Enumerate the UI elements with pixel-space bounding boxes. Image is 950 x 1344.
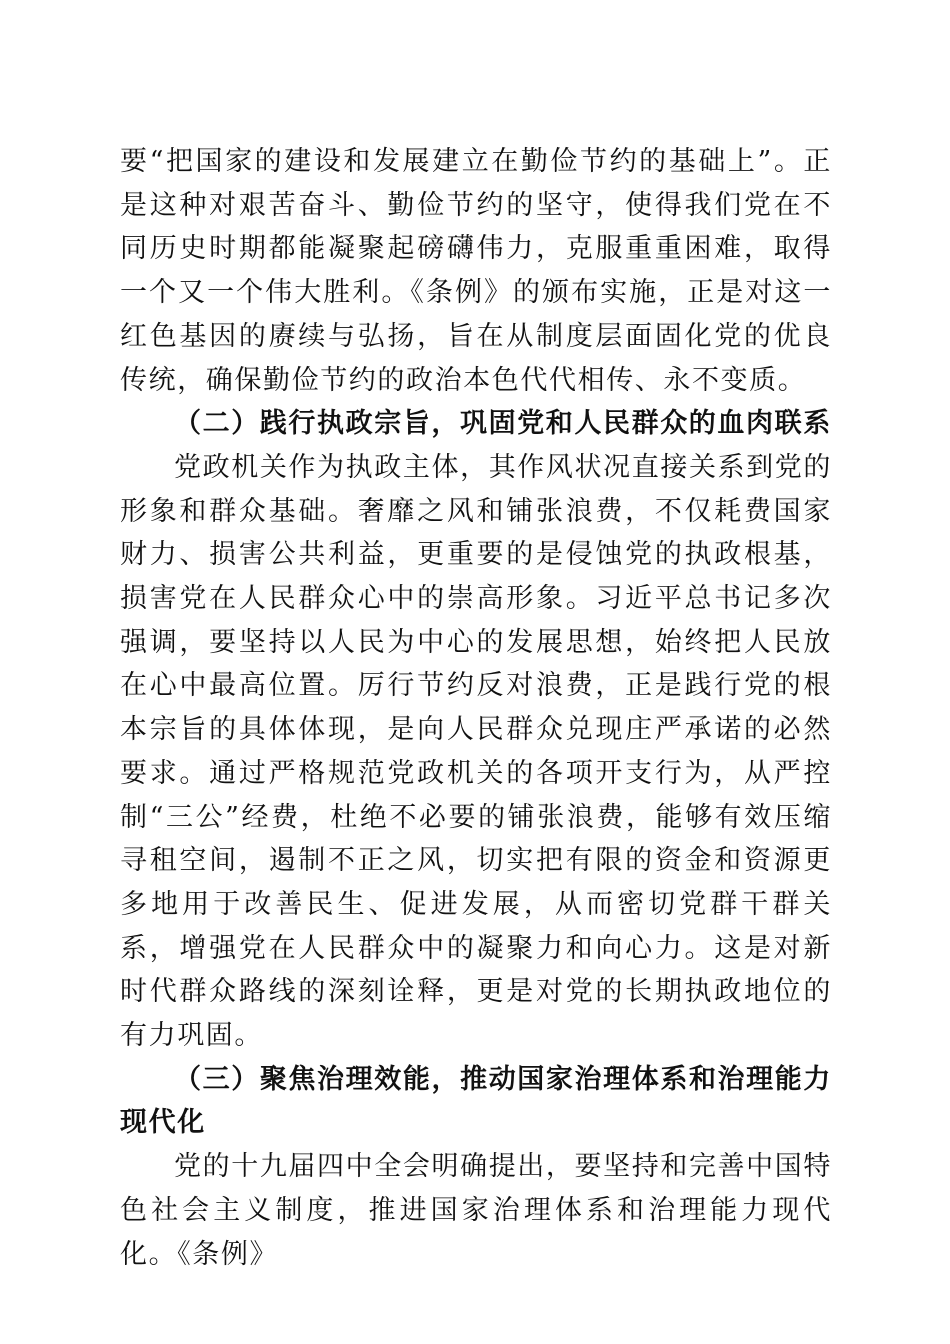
document-page bbox=[120, 140, 832, 1276]
body-paragraph-2: 党政机关作为执政主体，其作风状况直接关系到党的形象和群众基础。奢靡之风和铺张浪费，不仅耗费国家财力、损害公共利益，更重要的是侵蚀党的执政根基，损害党在人民群众心中的崇高形象。习近平总书记多次强调，要坚持以人民为中心的发展思想，始终把人民放在心中最高位置。厉行节约反对浪费，正是践行党的根本宗旨的具体体现，是向人民群众兑现庄严承诺的必然要求。通过严格规范党政机关的各项开支行为，从严控制“三公”经费，杜绝不必要的铺张浪费，能够有效压缩寻租空间，遏制不正之风，切实把有限的资金和资源更多地用于改善民生、促进发展，从而密切党群干群关系，增强党在人民群众中的凝聚力和向心力。这是对新时代群众路线的深刻诠释，更是对党的长期执政地位的有力巩固。 bbox=[120, 451, 832, 1052]
section-heading-3: （三）聚焦治理效能，推动国家治理体系和治理能力现代化 bbox=[120, 1063, 832, 1139]
section-heading-2: （二）践行执政宗旨，巩固党和人民群众的血肉联系 bbox=[174, 408, 832, 440]
body-paragraph-3: 党的十九届四中全会明确提出，要坚持和完善中国特色社会主义制度，推进国家治理体系和治理能力现代化。《条例》 bbox=[120, 1151, 832, 1270]
body-paragraph-1: 要“把国家的建设和发展建立在勤俭节约的基础上”。正是这种对艰苦奋斗、勤俭节约的坚守，使得我们党在不同历史时期都能凝聚起磅礴伟力，克服重重困难，取得一个又一个伟大胜利。《条例》的颁布实施，正是对这一红色基因的赓续与弘扬，旨在从制度层面固化党的优良传统，确保勤俭节约的政治本色代代相传、永不变质。 bbox=[120, 146, 832, 396]
